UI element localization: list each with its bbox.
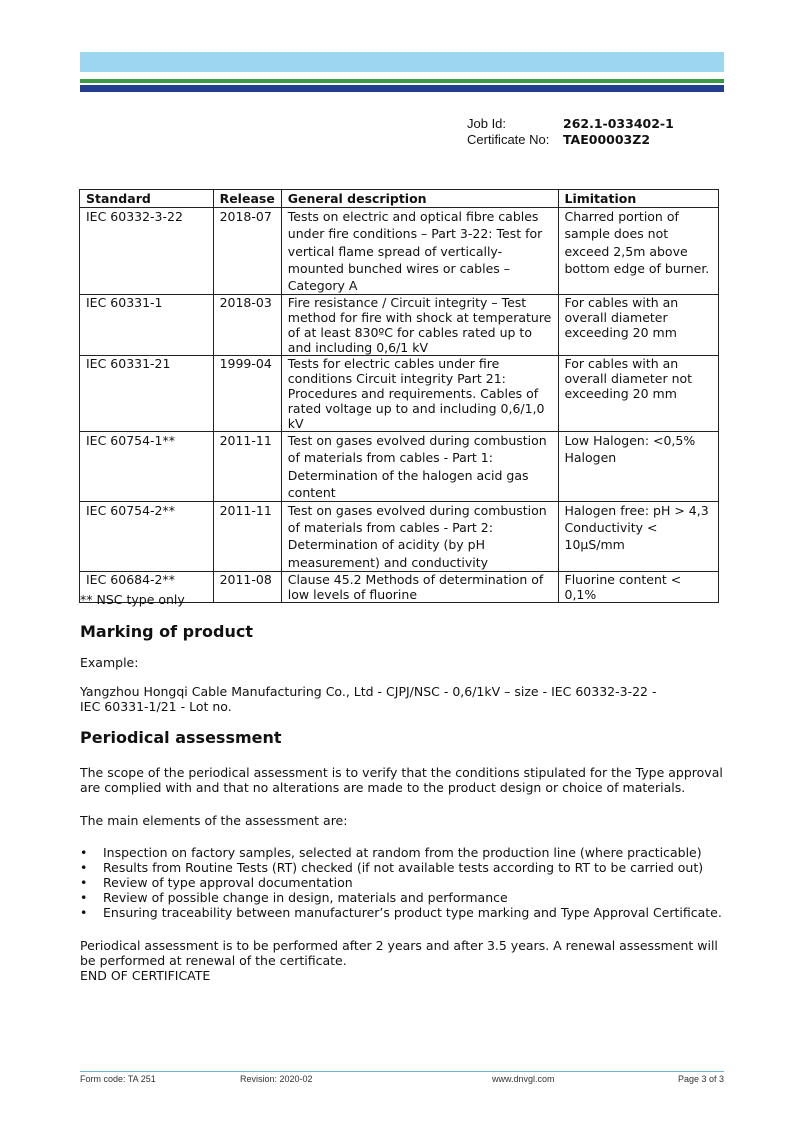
table-header-row: [80, 190, 719, 208]
footer-website[interactable]: www.dnvgl.com: [492, 1074, 555, 1084]
marking-heading: Marking of product: [80, 622, 253, 641]
table-row: [80, 356, 719, 432]
cell-description: Test on gases evolved during combustion of materials from cables - Part 1: Determination of the halogen acid gas content: [281, 432, 558, 502]
list-item: • Review of type approval documentation: [80, 875, 722, 890]
header-band-green: [80, 79, 724, 83]
footnote: ** NSC type only: [80, 592, 185, 607]
cell-description: Fire resistance / Circuit integrity – Test method for fire with shock at temperature of at least 830ºC for cables rated up to and including 0,6/1 kV: [281, 295, 558, 356]
footer-revision: Revision: 2020-02: [240, 1074, 313, 1084]
cell-standard: IEC 60754-2**: [80, 502, 214, 572]
cell-standard: IEC 60684-2**: [80, 571, 214, 602]
list-item: • Results from Routine Tests (RT) checked (if not available tests according to RT to be carried out): [80, 860, 722, 875]
cell-description: Tests on electric and optical fibre cables under fire conditions – Part 3-22: Test for vertical flame spread of vertically-mounted bunched wires or cables – Category A: [281, 208, 558, 295]
cell-limitation: For cables with an overall diameter exceeding 20 mm: [558, 295, 719, 356]
marking-example-text: Yangzhou Hongqi Cable Manufacturing Co., Ltd - CJPJ/NSC - 0,6/1kV – size - IEC 60332-3-22 - IEC 60331-1/21 - Lot no.: [80, 684, 657, 714]
column-header-standard: Standard: [80, 190, 214, 208]
periodical-heading: Periodical assessment: [80, 728, 282, 747]
certificate-reference-block: [467, 116, 674, 148]
certificate-number-label: Certificate No:: [467, 132, 550, 147]
cell-limitation: Charred portion of sample does not exceed 2,5m above bottom edge of burner.: [558, 208, 719, 295]
cell-release: 1999-04: [213, 356, 281, 432]
cell-standard: IEC 60754-1**: [80, 432, 214, 502]
table-row: [80, 295, 719, 356]
column-header-limitation: Limitation: [558, 190, 719, 208]
end-of-certificate: END OF CERTIFICATE: [80, 968, 211, 983]
cell-description: Tests for electric cables under fire conditions Circuit integrity Part 21: Procedures and requirements. Cables of rated voltage up to and including 0,6/1,0 kV: [281, 356, 558, 432]
periodical-elements-intro: The main elements of the assessment are:: [80, 813, 348, 828]
cell-standard: IEC 60331-21: [80, 356, 214, 432]
footer-form-code: Form code: TA 251: [80, 1074, 156, 1084]
header-band-blue: [80, 85, 724, 92]
table-row: [80, 432, 719, 502]
footer-divider: [80, 1071, 724, 1072]
cell-limitation: Halogen free: pH > 4,3 Conductivity < 10µS/mm: [558, 502, 719, 572]
footer-page-number: Page 3 of 3: [677, 1074, 724, 1084]
header-band-light: [80, 52, 724, 72]
standards-table: [79, 189, 719, 603]
cell-limitation: Low Halogen: <0,5% Halogen: [558, 432, 719, 502]
cell-release: 2018-03: [213, 295, 281, 356]
cell-limitation: Fluorine content < 0,1%: [558, 571, 719, 602]
periodical-schedule: Periodical assessment is to be performed after 2 years and after 3.5 years. A renewal assessment will be performed at renewal of the certificate.: [80, 938, 718, 968]
cell-release: 2011-11: [213, 502, 281, 572]
table-row: [80, 502, 719, 572]
cell-release: 2018-07: [213, 208, 281, 295]
cell-description: Test on gases evolved during combustion of materials from cables - Part 2: Determination of acidity (by pH measurement) and conductivity: [281, 502, 558, 572]
column-header-description: General description: [281, 190, 558, 208]
list-item: • Inspection on factory samples, selected at random from the production line (where practicable): [80, 845, 722, 860]
cell-release: 2011-08: [213, 571, 281, 602]
list-item: • Ensuring traceability between manufacturer’s product type marking and Type Approval Certificate.: [80, 905, 722, 920]
job-id-value: 262.1-033402-1: [563, 116, 674, 131]
certificate-number-value: TAE00003Z2: [563, 132, 651, 147]
marking-example-label: Example:: [80, 655, 139, 670]
cell-limitation: For cables with an overall diameter not exceeding 20 mm: [558, 356, 719, 432]
table-row: [80, 208, 719, 295]
job-id-label: Job Id:: [467, 116, 507, 131]
cell-description: Clause 45.2 Methods of determination of low levels of fluorine: [281, 571, 558, 602]
cell-standard: IEC 60331-1: [80, 295, 214, 356]
cell-release: 2011-11: [213, 432, 281, 502]
list-item: • Review of possible change in design, materials and performance: [80, 890, 722, 905]
column-header-release: Release: [213, 190, 281, 208]
cell-standard: IEC 60332-3-22: [80, 208, 214, 295]
periodical-scope: The scope of the periodical assessment is to verify that the conditions stipulated for the Type approval are complied with and that no alterations are made to the product design or choice of materials.: [80, 765, 723, 795]
assessment-elements-list: [80, 845, 722, 920]
